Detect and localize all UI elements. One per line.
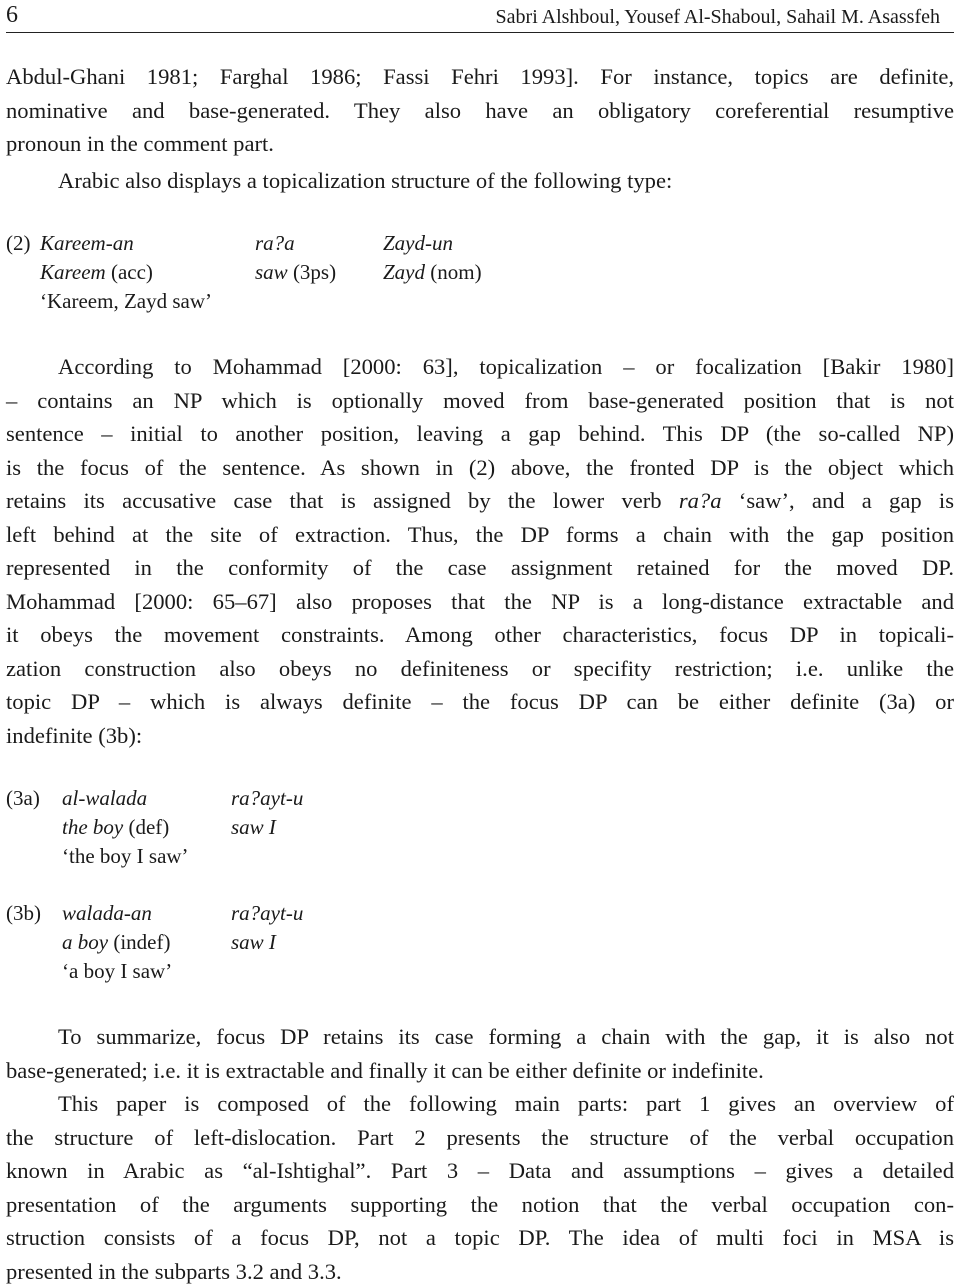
example-translation: ‘Kareem, Zayd saw’ <box>40 287 212 316</box>
paragraph-3 <box>6 350 954 752</box>
text-line: zation construction also obeys no definiteness or specifity restriction; i.e. unlike the <box>6 652 954 686</box>
text-line: Abdul-Ghani 1981; Farghal 1986; Fassi Fehri 1993]. For instance, topics are definite, <box>6 60 954 94</box>
text-line: is the focus of the sentence. As shown in (2) above, the fronted DP is the object which <box>6 451 954 485</box>
gloss-case: (acc) <box>106 260 153 284</box>
running-head: Sabri Alshboul, Yousef Al-Shaboul, Sahail M. Asassfeh <box>496 4 940 30</box>
gloss-case: (nom) <box>425 260 482 284</box>
text-line: pronoun in the comment part. <box>6 127 954 161</box>
text-line: Mohammad [2000: 65–67] also proposes that the NP is a long-distance extractable and <box>6 585 954 619</box>
text-line: struction consists of a focus DP, not a topic DP. The idea of multi foci in MSA is <box>6 1221 954 1255</box>
example-gloss-word <box>383 258 482 287</box>
example-gloss-word <box>231 813 276 842</box>
example-word <box>231 899 303 928</box>
text-line: the structure of left-dislocation. Part 2 presents the structure of the verbal occupation <box>6 1121 954 1155</box>
text-line: indefinite (3b): <box>6 719 954 753</box>
example-number: (2) <box>6 229 31 258</box>
paragraph-2 <box>6 164 954 198</box>
example-gloss-word <box>62 813 169 842</box>
text-line: presented in the subparts 3.2 and 3.3. <box>6 1255 954 1288</box>
text-line: nominative and base-generated. They also have an obligatory coreferential resumptive <box>6 94 954 128</box>
example-word <box>231 784 303 813</box>
text-line: represented in the conformity of the case assignment retained for the moved DP. <box>6 551 954 585</box>
text-run: ‘saw’, and a gap is <box>722 488 954 513</box>
gloss-italic: saw I <box>231 930 276 954</box>
example-word-italic: ra?ayt-u <box>231 901 303 925</box>
text-run: retains its accusative case that is assigned by the lower verb <box>6 488 679 513</box>
text-line: topic DP – which is always definite – the focus DP can be either definite (3a) or <box>6 685 954 719</box>
text-line: According to Mohammad [2000: 63], topicalization – or focalization [Bakir 1980] <box>6 350 954 384</box>
gloss-case: (3ps) <box>288 260 336 284</box>
text-line: Arabic also displays a topicalization structure of the following type: <box>6 164 954 198</box>
example-word <box>40 229 134 258</box>
paragraph-5 <box>6 1087 954 1288</box>
example-word <box>255 229 295 258</box>
example-word-italic: Zayd-un <box>383 231 453 255</box>
example-word <box>383 229 453 258</box>
example-gloss-word <box>231 928 276 957</box>
text-run-italic: ra?a <box>679 488 722 513</box>
text-line: presentation of the arguments supporting the notion that the verbal occupation con- <box>6 1188 954 1222</box>
text-line: sentence – initial to another position, leaving a gap behind. This DP (the so-called NP) <box>6 417 954 451</box>
text-line: To summarize, focus DP retains its case forming a chain with the gap, it is also not <box>6 1020 954 1054</box>
example-word <box>62 784 147 813</box>
page-number: 6 <box>6 0 18 30</box>
gloss-italic: the boy <box>62 815 123 839</box>
header-rule <box>6 32 954 33</box>
example-word-italic: ra?ayt-u <box>231 786 303 810</box>
gloss-italic: saw <box>255 260 288 284</box>
gloss-italic: Kareem <box>40 260 106 284</box>
example-word-italic: walada-an <box>62 901 152 925</box>
paragraph-1 <box>6 60 954 161</box>
example-translation: ‘a boy I saw’ <box>62 957 172 986</box>
example-word <box>62 899 152 928</box>
paragraph-4 <box>6 1020 954 1087</box>
text-line <box>6 484 954 518</box>
gloss-case: (def) <box>123 815 169 839</box>
example-gloss-word <box>62 928 170 957</box>
gloss-italic: Zayd <box>383 260 425 284</box>
example-gloss-word <box>255 258 336 287</box>
gloss-italic: saw I <box>231 815 276 839</box>
example-word-italic: ra?a <box>255 231 295 255</box>
page-header <box>0 0 960 34</box>
example-translation: ‘the boy I saw’ <box>62 842 189 871</box>
text-line: base-generated; i.e. it is extractable and finally it can be either definite or indefinite. <box>6 1054 954 1088</box>
text-line: known in Arabic as “al-Ishtighal”. Part 3 – Data and assumptions – gives a detailed <box>6 1154 954 1188</box>
gloss-italic: a boy <box>62 930 108 954</box>
example-word-italic: al-walada <box>62 786 147 810</box>
text-line: – contains an NP which is optionally moved from base-generated position that is not <box>6 384 954 418</box>
text-line: it obeys the movement constraints. Among other characteristics, focus DP in topicali- <box>6 618 954 652</box>
text-line: left behind at the site of extraction. Thus, the DP forms a chain with the gap position <box>6 518 954 552</box>
example-gloss-word <box>40 258 153 287</box>
gloss-case: (indef) <box>108 930 170 954</box>
example-number: (3b) <box>6 899 41 928</box>
example-word-italic: Kareem-an <box>40 231 134 255</box>
example-number: (3a) <box>6 784 40 813</box>
text-line: This paper is composed of the following main parts: part 1 gives an overview of <box>6 1087 954 1121</box>
